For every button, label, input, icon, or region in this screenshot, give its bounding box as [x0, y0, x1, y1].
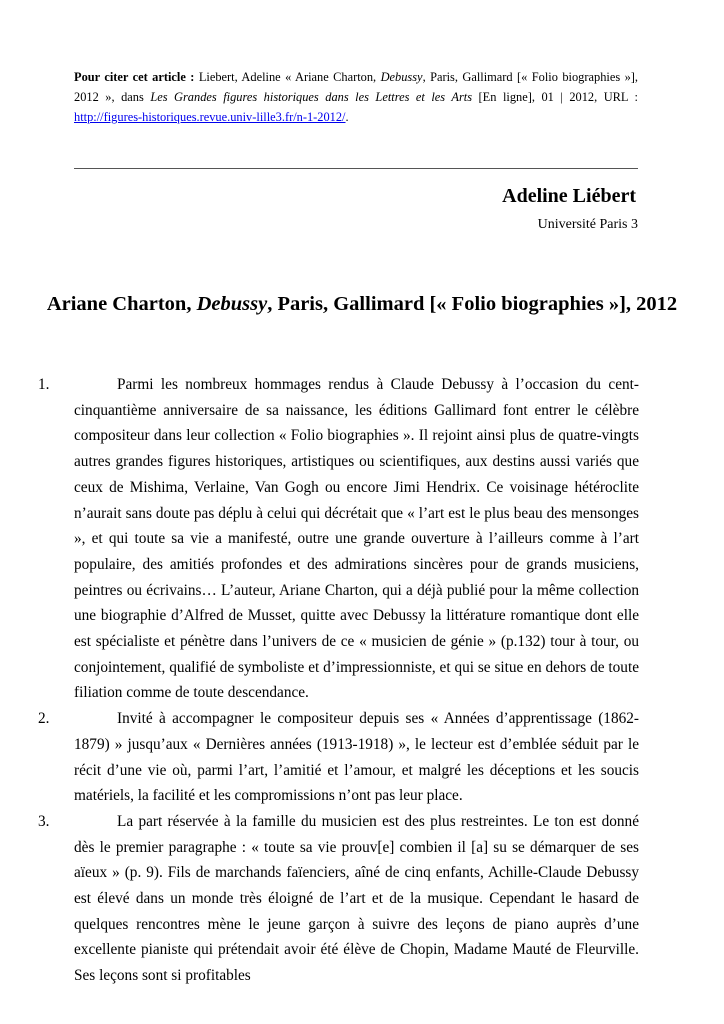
article-body — [38, 372, 639, 989]
paragraph-number: 1. — [38, 376, 50, 393]
citation-text: [En ligne], 01 | 2012, URL : — [472, 90, 638, 104]
citation-block — [74, 67, 638, 127]
citation-text: . — [345, 110, 349, 124]
paragraph-text: La part réservée à la famille du musicien est des plus restreintes. Le ton est donné dès le premier paragraphe : « toute sa vie prouv[e] combien il [a] su se démarquer de ses aïeux » (p. 9). Fils de marchands faïenciers, aîné de cinq enfants, Achille-Claude Debussy est élevé dans un monde très éloigné de l’art et de la musique. Cependant le hasard de quelques rencontres mène le jeune garçon à suivre des leçons de piano auprès d’une excellente pianiste qui prétendait avoir été élève de Chopin, Madame Mauté de Fleurville. Ses leçons sont si profitables — [74, 812, 639, 985]
title-part: , Paris, Gallimard [« Folio biographies »], 2012 — [267, 293, 678, 315]
paragraph-text: Parmi les nombreux hommages rendus à Claude Debussy à l’occasion du cent-cinquantième anniversaire de sa naissance, les éditions Gallimard font entrer le célèbre compositeur dans leur collection « Folio biographies ». Il rejoint ainsi plus de quatre-vingts autres grandes figures historiques, artistiques ou scientifiques, aux destins aussi variés que ceux de Mishima, Verlaine, Van Gogh ou encore Jimi Hendrix. Ce voisinage hétéroclite n’aurait sans doute pas déplu à celui qui décrétait que « l’art est le plus beau des mensonges », et qui toute sa vie a manifesté, outre une grande ouverture à l’ailleurs comme à l’art populaire, des amitiés profondes et des admirations sincères pour de grands musiciens, peintres ou écrivains… L’auteur, Ariane Charton, qui a déjà publié pour la même collection une biographie d’Alfred de Musset, quitte avec Debussy la littérature romantique dont elle est spécialiste et pénètre dans l’univers de ce « musicien de génie » (p.132) tour à tour, ou conjointement, qualifié de symboliste et d’impressionniste, et qui se situe en dehors de toute filiation comme de toute descendance. — [74, 376, 639, 702]
paragraph — [38, 706, 639, 809]
horizontal-divider — [74, 168, 638, 169]
paragraph — [38, 372, 639, 706]
article-title — [40, 290, 684, 318]
author-affiliation: Université Paris 3 — [537, 217, 638, 232]
paragraph-text: Invité à accompagner le compositeur depuis ses « Années d’apprentissage (1862-1879) » jusqu’aux « Dernières années (1913-1918) », le lecteur est d’emblée séduit par le récit d’une vie où, parmi l’art, l’amitié et l’amour, et malgré les déceptions et les soucis matériels, la facilité et les compromissions n’ont pas leur place. — [74, 710, 639, 805]
paragraph-number: 3. — [38, 812, 50, 830]
citation-text: Liebert, Adeline « Ariane Charton, — [194, 70, 381, 84]
citation-url-link[interactable]: http://figures-historiques.revue.univ-lille3.fr/n-1-2012/ — [74, 110, 346, 124]
title-part: Ariane Charton, — [46, 293, 197, 315]
title-italic: Debussy — [196, 293, 268, 315]
citation-book-title: Debussy — [380, 70, 423, 84]
paragraph-number: 2. — [38, 710, 50, 728]
citation-text: , Paris, Gallimard [« Folio biographies »], 2012 », dans — [74, 70, 638, 104]
citation-journal-title: Les Grandes figures historiques dans les Lettres et les Arts — [150, 90, 473, 104]
paragraph — [38, 809, 639, 989]
citation-label: Pour citer cet article : — [74, 70, 195, 84]
author-name: Adeline Liébert — [502, 185, 636, 207]
